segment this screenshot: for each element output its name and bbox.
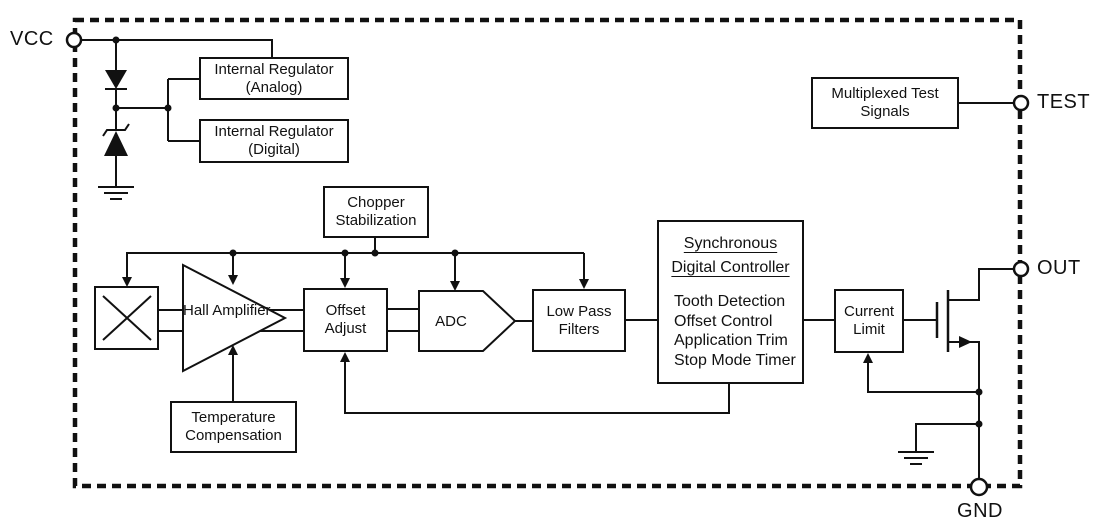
hall-element <box>95 287 158 349</box>
block-label: ADC <box>435 313 467 330</box>
output-mosfet <box>937 290 948 352</box>
block-label: (Analog) <box>245 78 303 96</box>
test-pin-label: TEST <box>1037 91 1091 113</box>
block-label: Compensation <box>185 427 282 444</box>
block-current-limit <box>834 289 904 353</box>
block-internal-regulator-digital <box>199 119 349 163</box>
block-label: (Digital) <box>248 141 300 158</box>
block-label: Stabilization <box>335 212 417 229</box>
gnd-pin-label: GND <box>957 500 1003 522</box>
out-pin-label: OUT <box>1037 257 1081 279</box>
ground-symbol-right <box>898 452 934 464</box>
block-label: Filters <box>558 320 600 338</box>
block-low-pass-filters <box>532 289 626 352</box>
block-multiplexed-test-signals <box>811 77 959 129</box>
block-label: Multiplexed Test <box>831 85 939 102</box>
protection-diode <box>105 70 127 89</box>
ground-symbol-left <box>98 187 134 199</box>
controller-feature: Stop Mode Timer <box>674 351 796 369</box>
block-label: Signals <box>860 103 910 120</box>
block-label: Offset <box>325 302 366 319</box>
block-synchronous-digital-controller <box>657 220 804 384</box>
hall-amplifier-label <box>183 302 271 319</box>
zener-diode <box>104 131 128 156</box>
mosfet-source-arrow <box>959 336 972 348</box>
test-pin-circle <box>1014 96 1028 110</box>
adc-label <box>419 313 483 330</box>
block-internal-regulator-analog <box>199 57 349 100</box>
controller-title-line1: Synchronous <box>683 235 778 252</box>
controller-feature: Tooth Detection <box>674 293 786 310</box>
out-pin-circle <box>1014 262 1028 276</box>
block-label: Chopper <box>347 194 405 211</box>
block-chopper-stabilization <box>323 186 429 238</box>
vcc-pin-label: VCC <box>10 28 54 50</box>
block-label: Adjust <box>324 320 367 337</box>
block-label: Low Pass <box>546 302 612 320</box>
controller-feature: Application Trim <box>674 332 788 349</box>
controller-title-line2: Digital Controller <box>671 259 790 276</box>
block-label: Temperature <box>191 409 276 426</box>
gnd-pin-circle <box>971 479 987 495</box>
controller-feature-list <box>659 292 802 370</box>
block-label: Amplifier <box>212 302 271 319</box>
block-offset-adjust <box>303 288 388 352</box>
block-label: Internal Regulator <box>214 123 334 140</box>
controller-feature: Offset Control <box>674 312 773 330</box>
block-temperature-compensation <box>170 401 297 453</box>
vcc-pin-circle <box>67 33 81 47</box>
block-label: Internal Regulator <box>214 60 334 78</box>
block-label: Current <box>843 303 895 320</box>
block-label: Hall <box>183 302 209 319</box>
block-label: Limit <box>853 321 885 338</box>
